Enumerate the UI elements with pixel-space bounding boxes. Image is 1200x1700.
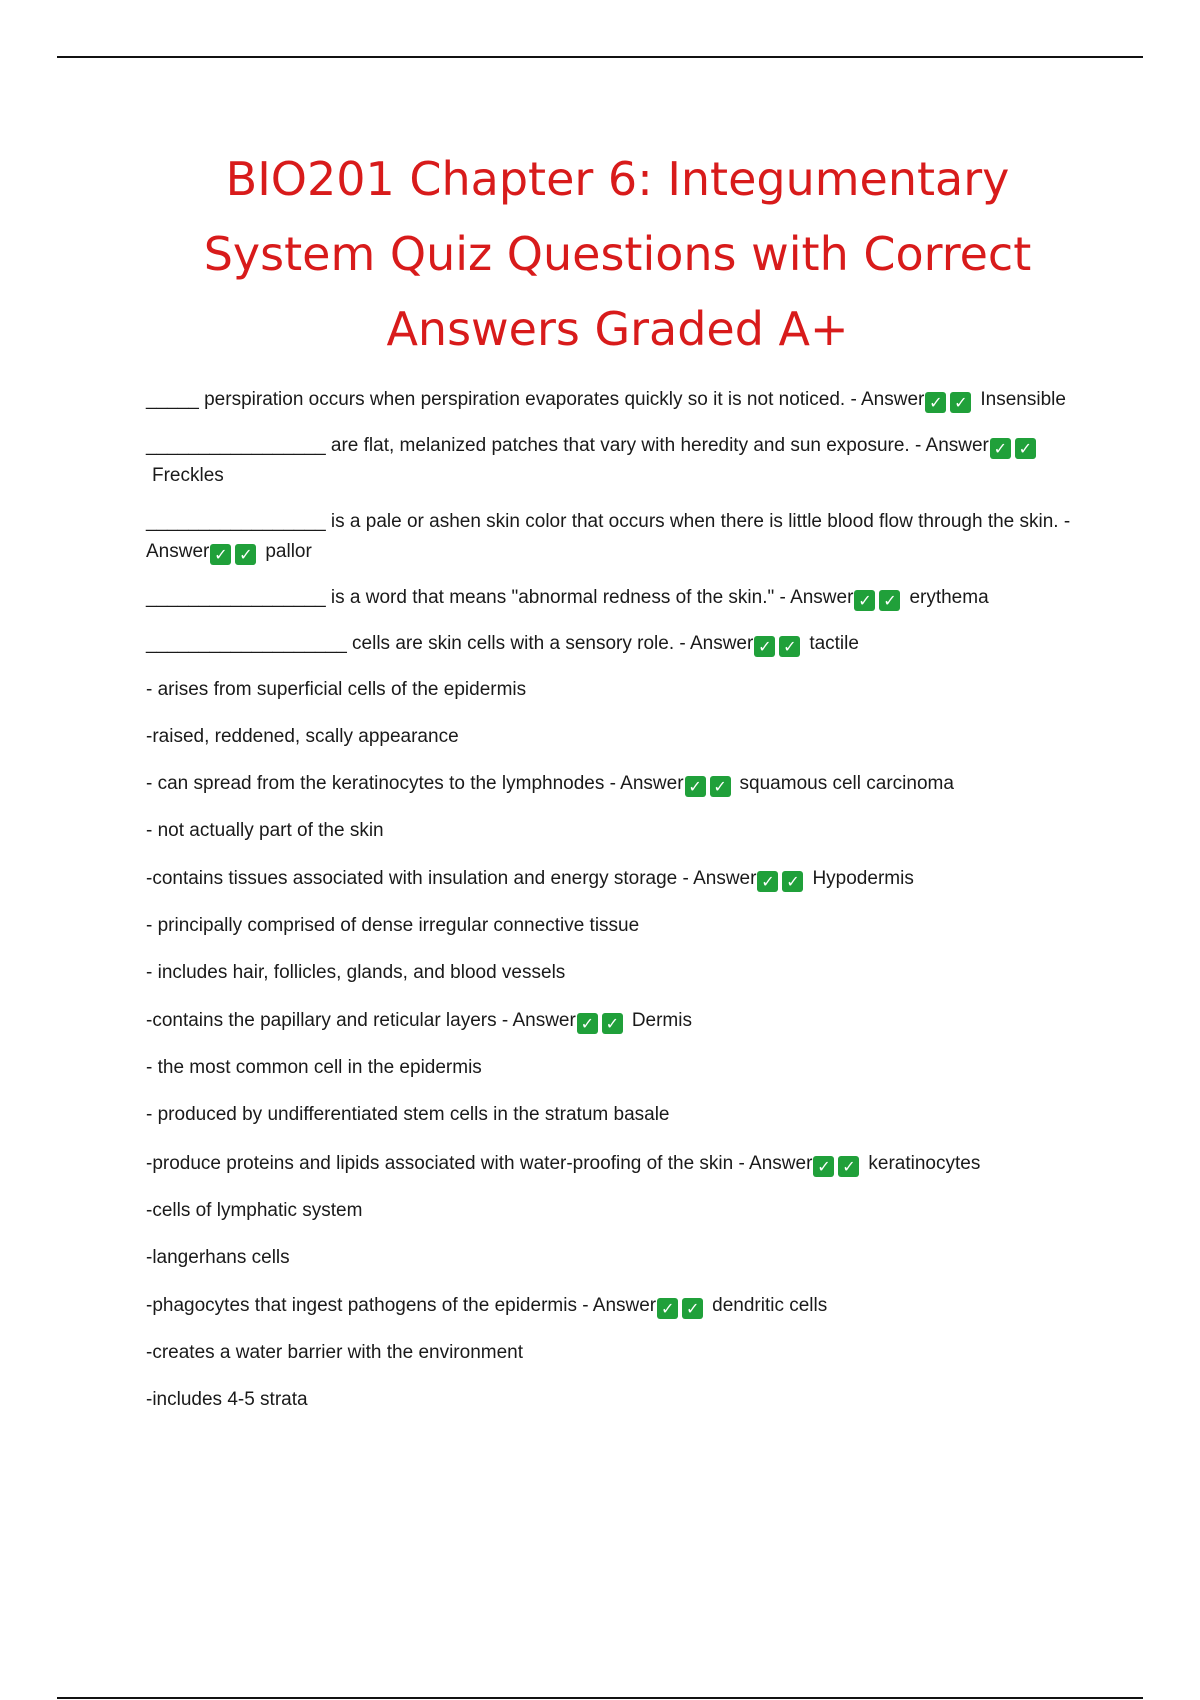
question-text: _________________ is a word that means "abnormal redness of the skin." - Answer: [146, 587, 854, 608]
answer-text: Freckles: [152, 465, 224, 486]
question-item: [146, 385, 1086, 415]
question-text: -contains the papillary and reticular layers - Answer: [146, 1010, 576, 1031]
question-item: [146, 629, 1086, 659]
check-mark-icon: ✓: [1015, 438, 1036, 459]
question-item: [146, 583, 1086, 613]
check-mark-icon: ✓: [235, 544, 256, 565]
top-rule: [57, 56, 1143, 58]
question-item: [146, 864, 1086, 894]
question-item: [146, 1338, 1086, 1368]
question-item: [146, 722, 1086, 752]
question-text: -phagocytes that ingest pathogens of the epidermis - Answer: [146, 1295, 657, 1316]
question-text: -creates a water barrier with the environment: [146, 1342, 523, 1363]
answer-text: Dermis: [631, 1010, 692, 1031]
question-text: - can spread from the keratinocytes to the lymphnodes - Answer: [146, 773, 684, 794]
question-item: [146, 1100, 1086, 1130]
question-text: - arises from superficial cells of the epidermis: [146, 679, 527, 700]
check-mark-icon: ✓: [838, 1156, 859, 1177]
answer-text: pallor: [265, 541, 312, 562]
check-mark-icon: ✓: [879, 590, 900, 611]
check-mark-icon: ✓: [577, 1013, 598, 1034]
answer-text: Insensible: [980, 389, 1066, 410]
question-item: [146, 507, 1086, 567]
question-text: _____ perspiration occurs when perspiration evaporates quickly so it is not noticed. - Answer: [146, 389, 925, 410]
document-title: BIO201 Chapter 6: Integumentary System Quiz Questions with Correct Answers Graded A+: [203, 152, 1032, 356]
question-item: [146, 675, 1086, 705]
question-text: -contains tissues associated with insulation and energy storage - Answer: [146, 868, 757, 889]
answer-text: tactile: [809, 633, 859, 654]
answer-text: squamous cell carcinoma: [739, 773, 954, 794]
question-text: -includes 4-5 strata: [146, 1389, 308, 1410]
question-item: [146, 1196, 1086, 1226]
check-mark-icon: ✓: [710, 776, 731, 797]
answer-text: keratinocytes: [868, 1153, 981, 1174]
check-mark-icon: ✓: [990, 438, 1011, 459]
question-item: [146, 1053, 1086, 1083]
answer-text: dendritic cells: [712, 1295, 828, 1316]
question-text: _________________ is a pale or ashen skin color that occurs when there is little blood flow through the skin. - Answer: [146, 511, 1071, 562]
check-mark-icon: ✓: [854, 590, 875, 611]
question-text: ___________________ cells are skin cells with a sensory role. - Answer: [146, 633, 754, 654]
check-mark-icon: ✓: [657, 1298, 678, 1319]
check-mark-icon: ✓: [950, 392, 971, 413]
check-mark-icon: ✓: [779, 636, 800, 657]
question-text: -raised, reddened, scally appearance: [146, 726, 459, 747]
check-mark-icon: ✓: [685, 776, 706, 797]
question-text: - the most common cell in the epidermis: [146, 1057, 482, 1078]
question-item: [146, 958, 1086, 988]
check-mark-icon: ✓: [682, 1298, 703, 1319]
question-list: [146, 385, 1086, 1432]
question-item: [146, 769, 1086, 799]
question-item: [146, 1149, 1086, 1179]
check-mark-icon: ✓: [754, 636, 775, 657]
question-text: - not actually part of the skin: [146, 820, 384, 841]
question-text: -produce proteins and lipids associated with water-proofing of the skin - Answer: [146, 1153, 813, 1174]
check-mark-icon: ✓: [782, 871, 803, 892]
question-item: [146, 816, 1086, 846]
question-text: - principally comprised of dense irregular connective tissue: [146, 915, 640, 936]
question-text: - includes hair, follicles, glands, and blood vessels: [146, 962, 566, 983]
check-mark-icon: ✓: [757, 871, 778, 892]
answer-text: erythema: [909, 587, 989, 608]
check-mark-icon: ✓: [602, 1013, 623, 1034]
question-item: [146, 911, 1086, 941]
question-text: _________________ are flat, melanized patches that vary with heredity and sun exposure. - Answer: [146, 435, 989, 456]
question-text: -langerhans cells: [146, 1247, 290, 1268]
question-item: [146, 1006, 1086, 1036]
question-text: - produced by undifferentiated stem cells in the stratum basale: [146, 1104, 670, 1125]
bottom-rule: [57, 1697, 1143, 1699]
question-item: [146, 1385, 1086, 1415]
check-mark-icon: ✓: [925, 392, 946, 413]
check-mark-icon: ✓: [813, 1156, 834, 1177]
question-item: [146, 1243, 1086, 1273]
check-mark-icon: ✓: [210, 544, 231, 565]
question-text: -cells of lymphatic system: [146, 1200, 363, 1221]
answer-text: Hypodermis: [812, 868, 914, 889]
question-item: [146, 1291, 1086, 1321]
question-item: [146, 431, 1086, 491]
